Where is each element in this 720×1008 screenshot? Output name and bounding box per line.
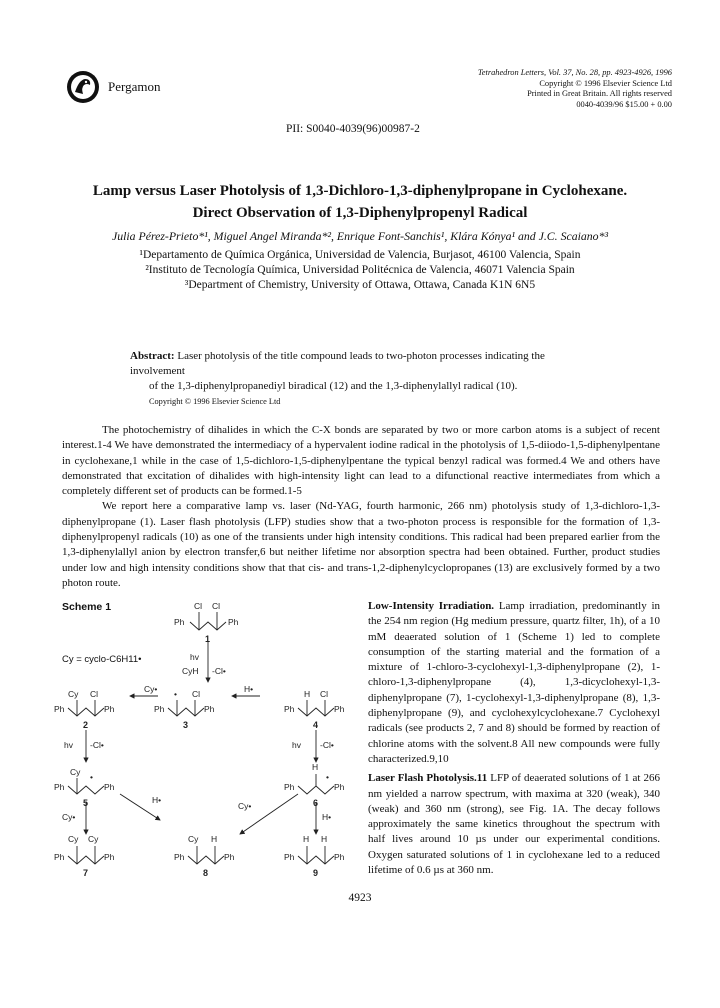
svg-text:-Cl•: -Cl• (320, 740, 334, 750)
svg-text:9: 9 (313, 868, 319, 878)
svg-text:Ph: Ph (174, 617, 185, 627)
svg-text:Ph: Ph (104, 852, 115, 862)
svg-text:Cl: Cl (212, 601, 221, 611)
svg-text:Ph: Ph (224, 852, 235, 862)
title-line-1: Lamp versus Laser Photolysis of 1,3-Dichloro-1,3-diphenylpropane in Cyclohexane. (92, 183, 628, 199)
abstract (130, 349, 600, 409)
affiliation-1: ¹Departamento de Química Orgánica, Universidad de Valencia, Burjasot, 46100 Valencia, Spain (139, 249, 581, 261)
abstract-label: Abstract: (130, 350, 175, 362)
svg-text:Ph: Ph (284, 852, 295, 862)
svg-text:2: 2 (83, 720, 89, 730)
svg-text:•: • (174, 689, 177, 699)
svg-text:7: 7 (83, 868, 89, 878)
low-intensity-heading: Low-Intensity Irradiation. (368, 600, 495, 612)
svg-text:•: • (90, 772, 93, 782)
svg-text:Ph: Ph (54, 852, 65, 862)
authors: Julia Pérez-Prieto*¹, Miguel Angel Miranda*², Enrique Font-Sanchis¹, Klára Kónya¹ and J.C. Scaiano*³ (111, 229, 609, 243)
svg-text:Ph: Ph (54, 782, 65, 792)
svg-text:4: 4 (313, 720, 319, 730)
abstract-copyright: Copyright © 1996 Elsevier Science Ltd (149, 397, 281, 406)
svg-text:CyH: CyH (182, 666, 199, 676)
cy-definition: Cy = cyclo-C6H11• (62, 654, 142, 665)
body-paragraph-1: The photochemistry of dihalides in which the C-X bonds are separated by two or more carbon atoms is a subject of recent interest.1-4 We have demonstrated the intermediacy of a hypervalent iodine radical in the photolysis of 1,5-diiodo-1,5-diphenylpentane in cyclohexane,1 while in the case of 1,5-dichloro-1,5-diphenylpentane the typical benzyl radical was formed.4 We and others have demonstrated that excitation of dihalides with high-intensity light can lead to a difunctional reactive intermediates from which a completely different set of products can be formed.1-5 (62, 424, 660, 498)
price-line: 0040-4039/96 $15.00 + 0.00 (576, 99, 672, 109)
svg-text:H•: H• (152, 795, 162, 805)
svg-text:Cl: Cl (320, 689, 329, 699)
svg-text:Cl: Cl (194, 601, 203, 611)
lfp-section (368, 771, 660, 878)
svg-text:Ph: Ph (154, 704, 165, 714)
scheme-arrows (86, 642, 319, 834)
svg-text:H•: H• (244, 684, 254, 694)
svg-text:Cy: Cy (188, 834, 199, 844)
svg-text:•: • (326, 772, 329, 782)
svg-text:Ph: Ph (54, 704, 65, 714)
svg-text:hv: hv (292, 740, 301, 750)
svg-text:Ph: Ph (174, 852, 185, 862)
svg-text:hv: hv (190, 652, 199, 662)
svg-text:H: H (304, 689, 311, 699)
svg-text:Cy: Cy (68, 689, 79, 699)
affiliation-3: ³Department of Chemistry, University of Ottawa, Ottawa, Canada K1N 6N5 (184, 279, 536, 291)
svg-text:H: H (321, 834, 328, 844)
svg-text:Ph: Ph (334, 704, 345, 714)
svg-text:Cy•: Cy• (238, 801, 252, 811)
svg-text:Cy: Cy (68, 834, 79, 844)
svg-text:-Cl•: -Cl• (90, 740, 104, 750)
svg-text:H•: H• (322, 812, 332, 822)
title-line-2: Direct Observation of 1,3-Diphenylpropenyl Radical (192, 205, 528, 221)
svg-text:Cy•: Cy• (144, 684, 158, 694)
journal-line: Tetrahedron Letters, Vol. 37, No. 28, pp. 4923-4926, 1996 (477, 68, 672, 77)
abstract-text-2: of the 1,3-diphenylpropanediyl biradical (12) and the 1,3-diphenylallyl radical (10). (149, 380, 518, 392)
svg-text:Cy: Cy (70, 767, 81, 777)
svg-text:3: 3 (183, 720, 189, 730)
scheme-labels (54, 601, 345, 878)
body-paragraph-2: We report here a comparative lamp vs. laser (Nd-YAG, fourth harmonic, 266 nm) photolysis study of 1,3-dichloro-1,3-diphenylpropane (1). Laser flash photolysis (LFP) studies show that a two-photon process is responsible for the formation of 1,3-diphenylpropenyl radicals (10) as one of the transients under high intensity conditions. This radical had been prepared earlier from the 1,3-diphenylallyl anion by electron transfer,6 but neither lifetime nor absorption spectra had been obtained. Further, product studies under low and high intensity conditions show that that cis- and trans-1,2-diphenylcyclopropanes (13) are exclusively formed by a two photon route. (62, 500, 660, 589)
svg-text:H: H (303, 834, 310, 844)
svg-text:H: H (312, 762, 319, 772)
svg-text:Ph: Ph (334, 852, 345, 862)
low-intensity-section (368, 599, 660, 767)
scheme-label: Scheme 1 (62, 601, 112, 613)
svg-text:-Cl•: -Cl• (212, 666, 226, 676)
svg-text:Ph: Ph (284, 704, 295, 714)
svg-text:Cl: Cl (90, 689, 99, 699)
svg-text:5: 5 (83, 798, 89, 808)
svg-text:1: 1 (205, 634, 211, 644)
lfp-heading: Laser Flash Photolysis.11 (368, 772, 488, 785)
abstract-text-1: Laser photolysis of the title compound leads to two-photon processes indicating the involvement (130, 350, 545, 377)
scheme-bonds (68, 612, 334, 864)
copyright-line: Copyright © 1996 Elsevier Science Ltd (539, 78, 672, 88)
pergamon-logo-icon (66, 70, 100, 104)
svg-text:8: 8 (203, 868, 209, 878)
affiliation-2: ²Instituto de Tecnología Química, Universidad Politécnica de Valencia, 46071 Valencia Spain (145, 264, 575, 276)
svg-text:H: H (211, 834, 218, 844)
svg-text:Cl: Cl (192, 689, 201, 699)
printed-line: Printed in Great Britain. All rights reserved (527, 89, 672, 98)
svg-text:Cy•: Cy• (62, 812, 76, 822)
page-number: 4923 (348, 892, 372, 904)
right-column (368, 599, 660, 878)
body-text (62, 423, 660, 591)
publisher-name: Pergamon (108, 79, 161, 94)
svg-text:Ph: Ph (104, 782, 115, 792)
affiliations (40, 248, 680, 293)
svg-text:Ph: Ph (204, 704, 215, 714)
svg-text:Ph: Ph (104, 704, 115, 714)
lfp-text: LFP of deaerated solutions of 1 at 266 nm yielded a narrow spectrum, with maxima at 320 (weak), 340 (weak) and 360 nm (strong), see Fig. 1A. The decay follows approximately the same kinetics throughout the spectrum with half lives around 10 µs under our experimental conditions. Oxygen saturated solutions of 1 in cyclohexane led to a reduced lifetime of 0.6 µs at 360 nm. (368, 772, 660, 877)
pii: PII: S0040-4039(96)00987-2 (286, 123, 420, 135)
svg-text:Ph: Ph (284, 782, 295, 792)
journal-info (478, 68, 672, 110)
svg-text:Ph: Ph (334, 782, 345, 792)
svg-text:Ph: Ph (228, 617, 239, 627)
svg-text:hv: hv (64, 740, 73, 750)
svg-text:Cy: Cy (88, 834, 99, 844)
svg-text:6: 6 (313, 798, 319, 808)
paper-title (40, 180, 680, 224)
low-intensity-text: Lamp irradiation, predominantly in the 254 nm region (Hg medium pressure, quartz filter, 1h), of a 10 mM deaerated solution of 1 (Scheme 1) led to complete consumption of the starting material and the formation of a mixture of 1-chloro-3-cyclohexyl-1,3-diphenylpropane (2), 1-chloro-1,3-diphenylpropane (4), 1,3-dicyclohexyl-1,3-diphenylpropane (7), 1-cyclohexyl-1,3-diphenylpropane (8), 1,3-diphenylpropane (9), and cyclohexylcyclohexane.7 Cyclohexyl radicals (see products 2, 7 and 8) should be formed by reaction of chlorine atoms with the solvent.8 All new compounds were fully characterized.9,10 (368, 600, 660, 765)
reaction-scheme (54, 598, 360, 878)
